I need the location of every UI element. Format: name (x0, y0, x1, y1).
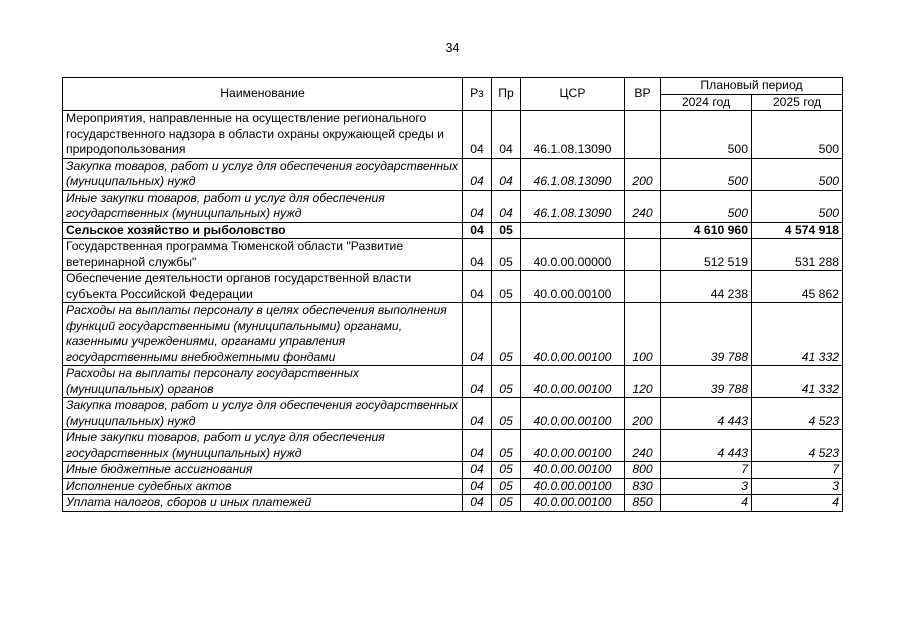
cell-rz: 04 (463, 495, 492, 512)
cell-rz: 04 (463, 462, 492, 479)
cell-pr: 05 (492, 271, 521, 303)
cell-pr: 04 (492, 111, 521, 159)
cell-2025: 500 (752, 158, 843, 190)
table-row (63, 430, 843, 462)
cell-2025: 4 (752, 495, 843, 512)
cell-rz: 04 (463, 222, 492, 239)
cell-pr: 05 (492, 239, 521, 271)
cell-2025: 3 (752, 478, 843, 495)
cell-name: Расходы на выплаты персоналу в целях обеспечения выполнения функций государственными (муниципальными) органами, казенными учреждениями, органами управления государственными внебюджетными фондами (63, 303, 463, 366)
table-row (63, 495, 843, 512)
cell-2025: 41 332 (752, 366, 843, 398)
cell-pr: 05 (492, 430, 521, 462)
table-row (63, 190, 843, 222)
cell-csr: 40.0.00.00100 (521, 430, 625, 462)
cell-csr: 46.1.08.13090 (521, 190, 625, 222)
cell-csr: 40.0.00.00100 (521, 478, 625, 495)
cell-2024: 39 788 (661, 303, 752, 366)
cell-csr: 46.1.08.13090 (521, 111, 625, 159)
cell-csr: 40.0.00.00100 (521, 495, 625, 512)
cell-rz: 04 (463, 111, 492, 159)
cell-2024: 44 238 (661, 271, 752, 303)
cell-csr: 40.0.00.00100 (521, 271, 625, 303)
cell-vr (625, 271, 661, 303)
cell-2024: 39 788 (661, 366, 752, 398)
cell-vr: 100 (625, 303, 661, 366)
cell-rz: 04 (463, 366, 492, 398)
cell-pr: 04 (492, 158, 521, 190)
cell-pr: 05 (492, 222, 521, 239)
cell-2024: 7 (661, 462, 752, 479)
header-csr: ЦСР (521, 78, 625, 111)
cell-pr: 05 (492, 398, 521, 430)
cell-name: Расходы на выплаты персоналу государственных (муниципальных) органов (63, 366, 463, 398)
cell-2025: 531 288 (752, 239, 843, 271)
cell-2024: 4 443 (661, 398, 752, 430)
cell-vr (625, 111, 661, 159)
header-row (63, 78, 843, 95)
table-body (63, 111, 843, 512)
cell-rz: 04 (463, 478, 492, 495)
cell-pr: 04 (492, 190, 521, 222)
cell-rz: 04 (463, 430, 492, 462)
cell-csr: 40.0.00.00100 (521, 398, 625, 430)
cell-rz: 04 (463, 271, 492, 303)
cell-2024: 4 (661, 495, 752, 512)
cell-name: Закупка товаров, работ и услуг для обеспечения государственных (муниципальных) нужд (63, 158, 463, 190)
cell-2025: 41 332 (752, 303, 843, 366)
cell-vr: 200 (625, 398, 661, 430)
cell-pr: 05 (492, 495, 521, 512)
page-number: 34 (445, 41, 460, 55)
cell-pr: 05 (492, 478, 521, 495)
cell-2025: 4 523 (752, 398, 843, 430)
cell-2024: 500 (661, 111, 752, 159)
cell-2024: 3 (661, 478, 752, 495)
cell-2024: 512 519 (661, 239, 752, 271)
cell-2024: 500 (661, 158, 752, 190)
cell-rz: 04 (463, 190, 492, 222)
table-row (63, 303, 843, 366)
cell-rz: 04 (463, 158, 492, 190)
table-row (63, 111, 843, 159)
cell-name: Государственная программа Тюменской области "Развитие ветеринарной службы" (63, 239, 463, 271)
cell-name: Иные закупки товаров, работ и услуг для обеспечения государственных (муниципальных) нужд (63, 430, 463, 462)
cell-vr (625, 222, 661, 239)
cell-csr: 46.1.08.13090 (521, 158, 625, 190)
table-row (63, 478, 843, 495)
cell-name: Исполнение судебных актов (63, 478, 463, 495)
budget-table (62, 77, 843, 512)
cell-csr (521, 222, 625, 239)
cell-name: Иные бюджетные ассигнования (63, 462, 463, 479)
cell-2024: 4 610 960 (661, 222, 752, 239)
cell-vr: 850 (625, 495, 661, 512)
cell-2025: 500 (752, 111, 843, 159)
cell-name: Мероприятия, направленные на осуществление регионального государственного надзора в области охраны окружающей среды и природопользования (63, 111, 463, 159)
cell-vr: 200 (625, 158, 661, 190)
cell-name: Обеспечение деятельности органов государственной власти субъекта Российской Федерации (63, 271, 463, 303)
cell-csr: 40.0.00.00100 (521, 366, 625, 398)
cell-2025: 500 (752, 190, 843, 222)
cell-csr: 40.0.00.00100 (521, 462, 625, 479)
cell-name: Иные закупки товаров, работ и услуг для обеспечения государственных (муниципальных) нужд (63, 190, 463, 222)
cell-pr: 05 (492, 366, 521, 398)
header-vr: ВР (625, 78, 661, 111)
cell-vr (625, 239, 661, 271)
header-pr: Пр (492, 78, 521, 111)
table-row (63, 239, 843, 271)
header-name: Наименование (63, 78, 463, 111)
cell-2025: 45 862 (752, 271, 843, 303)
header-planning-period: Плановый период (661, 78, 843, 95)
cell-csr: 40.0.00.00000 (521, 239, 625, 271)
cell-2024: 500 (661, 190, 752, 222)
table-row (63, 462, 843, 479)
cell-vr: 800 (625, 462, 661, 479)
cell-vr: 120 (625, 366, 661, 398)
table-row (63, 398, 843, 430)
header-year-2025: 2025 год (752, 94, 843, 111)
cell-name: Закупка товаров, работ и услуг для обеспечения государственных (муниципальных) нужд (63, 398, 463, 430)
header-rz: Рз (463, 78, 492, 111)
cell-vr: 240 (625, 190, 661, 222)
cell-2024: 4 443 (661, 430, 752, 462)
cell-csr: 40.0.00.00100 (521, 303, 625, 366)
cell-2025: 4 523 (752, 430, 843, 462)
cell-vr: 240 (625, 430, 661, 462)
table-row (63, 158, 843, 190)
table-row (63, 271, 843, 303)
cell-rz: 04 (463, 398, 492, 430)
cell-vr: 830 (625, 478, 661, 495)
cell-name: Уплата налогов, сборов и иных платежей (63, 495, 463, 512)
cell-name: Сельское хозяйство и рыболовство (63, 222, 463, 239)
cell-rz: 04 (463, 303, 492, 366)
header-year-2024: 2024 год (661, 94, 752, 111)
cell-pr: 05 (492, 303, 521, 366)
cell-2025: 4 574 918 (752, 222, 843, 239)
cell-2025: 7 (752, 462, 843, 479)
cell-rz: 04 (463, 239, 492, 271)
table-row (63, 366, 843, 398)
cell-pr: 05 (492, 462, 521, 479)
table-row (63, 222, 843, 239)
